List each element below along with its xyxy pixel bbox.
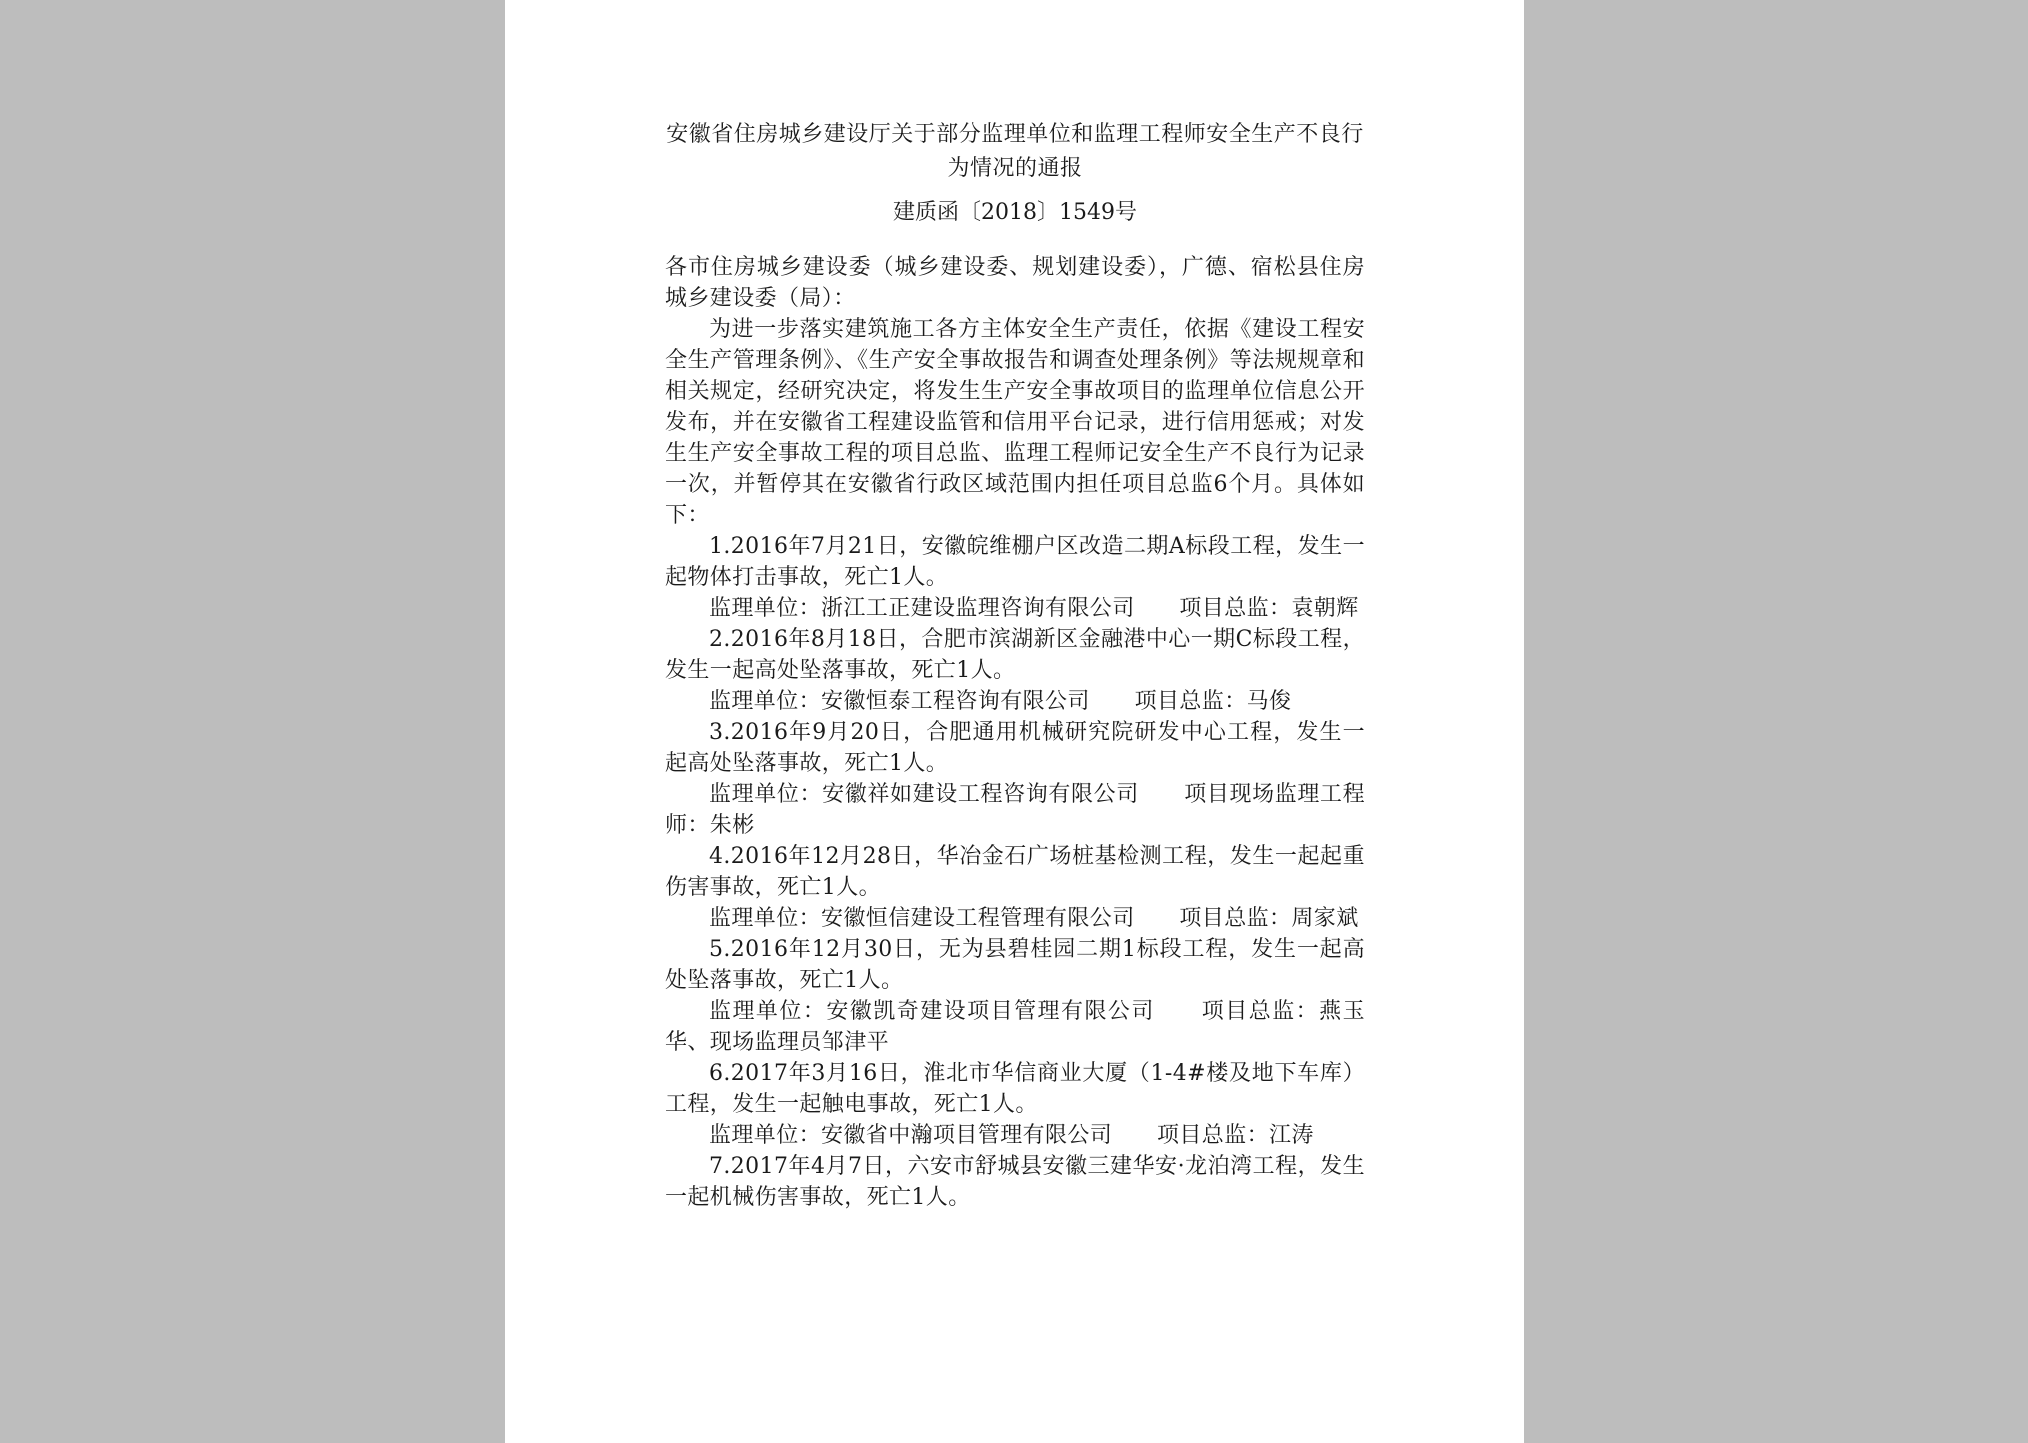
item-event-2: 2.2016年8月18日，合肥市滨湖新区金融港中心一期C标段工程，发生一起高处坠落事故，死亡1人。: [665, 627, 1365, 683]
item-unit-3: 监理单位：安徽祥如建设工程咨询有限公司 项目现场监理工程师：朱彬: [665, 782, 1365, 838]
salutation: 各市住房城乡建设委（城乡建设委、规划建设委），广德、宿松县住房城乡建设委（局）：: [665, 255, 1365, 311]
item-event-4: 4.2016年12月28日，华冶金石广场桩基检测工程，发生一起起重伤害事故，死亡1人。: [665, 844, 1365, 900]
item-event-5: 5.2016年12月30日，无为县碧桂园二期1标段工程，发生一起高处坠落事故，死亡1人。: [665, 937, 1365, 993]
item-unit-1: 监理单位：浙江工正建设监理咨询有限公司 项目总监：袁朝辉: [709, 596, 1359, 621]
document-body: [665, 252, 1365, 1213]
item-unit-2: 监理单位：安徽恒泰工程咨询有限公司 项目总监：马俊: [709, 689, 1292, 714]
item-event-6: 6.2017年3月16日，淮北市华信商业大厦（1-4#楼及地下车库）工程，发生一起触电事故，死亡1人。: [665, 1061, 1365, 1117]
item-unit-6: 监理单位：安徽省中瀚项目管理有限公司 项目总监：江涛: [709, 1123, 1314, 1148]
document-title: 安徽省住房城乡建设厅关于部分监理单位和监理工程师安全生产不良行为情况的通报: [666, 122, 1364, 181]
item-event-1: 1.2016年7月21日，安徽皖维棚户区改造二期A标段工程，发生一起物体打击事故，死亡1人。: [665, 534, 1365, 590]
item-event-3: 3.2016年9月20日，合肥通用机械研究院研发中心工程，发生一起高处坠落事故，死亡1人。: [665, 720, 1365, 776]
document-number: 建质函〔2018〕1549号: [893, 200, 1137, 225]
item-unit-4: 监理单位：安徽恒信建设工程管理有限公司 项目总监：周家斌: [709, 906, 1359, 931]
document-content: [665, 118, 1365, 1213]
intro-paragraph: 为进一步落实建筑施工各方主体安全生产责任，依据《建设工程安全生产管理条例》、《生产安全事故报告和调查处理条例》等法规规章和相关规定，经研究决定，将发生生产安全事故项目的监理单位信息公开发布，并在安徽省工程建设监管和信用平台记录，进行信用惩戒；对发生生产安全事故工程的项目总监、监理工程师记安全生产不良行为记录一次，并暂停其在安徽省行政区域范围内担任项目总监6个月。具体如下：: [665, 317, 1365, 528]
document-page: [505, 0, 1524, 1443]
item-event-7: 7.2017年4月7日，六安市舒城县安徽三建华安·龙泊湾工程，发生一起机械伤害事故，死亡1人。: [665, 1154, 1365, 1210]
item-unit-5: 监理单位：安徽凯奇建设项目管理有限公司 项目总监：燕玉华、现场监理员邹津平: [665, 999, 1365, 1055]
